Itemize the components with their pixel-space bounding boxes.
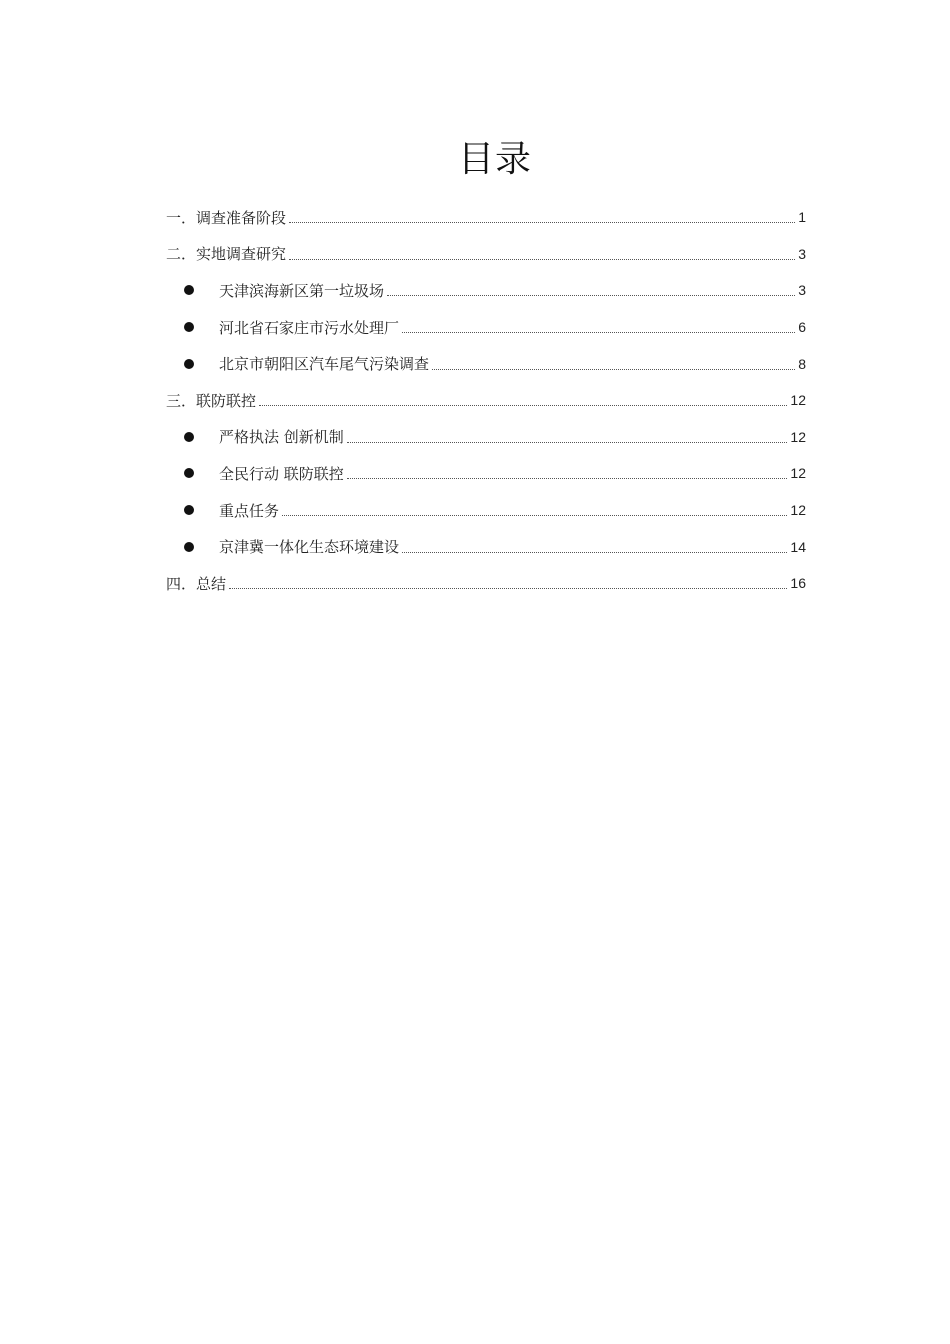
toc-entry-label: 调查准备阶段 (196, 208, 287, 227)
dot-leader (387, 294, 795, 296)
toc-entry-page: 12 (790, 465, 806, 482)
dot-leader (282, 514, 787, 516)
toc-entry-number: 四． (166, 574, 197, 593)
toc-entry-label: 全民行动 联防联控 (219, 464, 344, 483)
toc-entry[interactable] (166, 382, 806, 419)
toc-entry-page: 12 (790, 428, 806, 445)
dot-leader (347, 441, 788, 443)
dot-leader (289, 258, 795, 260)
toc-entry-label: 天津滨海新区第一垃圾场 (219, 281, 385, 300)
dot-leader (432, 368, 795, 370)
bullet-icon (184, 322, 194, 332)
toc-entry-page: 3 (798, 245, 806, 262)
toc-entry-label: 北京市朝阳区汽车尾气污染调查 (219, 355, 430, 374)
toc-title: 目录 (457, 139, 532, 180)
dot-leader (347, 477, 788, 479)
toc-entry[interactable] (166, 272, 806, 309)
toc-entry[interactable] (166, 199, 806, 236)
toc-entry[interactable] (166, 419, 806, 456)
toc-entry-label: 严格执法 创新机制 (219, 428, 344, 447)
dot-leader (229, 587, 787, 589)
toc-entry-number: 一． (166, 208, 197, 227)
bullet-icon (184, 468, 194, 478)
toc-entry-page: 16 (790, 575, 806, 592)
toc-entry-label: 京津冀一体化生态环境建设 (219, 538, 400, 557)
toc-entry-page: 12 (790, 392, 806, 409)
toc-entry-label: 重点任务 (219, 501, 280, 520)
dot-leader (289, 221, 795, 223)
bullet-icon (184, 542, 194, 552)
toc-entry-label: 联防联控 (196, 391, 257, 410)
toc-entry-page: 3 (798, 282, 806, 299)
toc-entry-page: 1 (798, 209, 806, 226)
toc-entry-page: 6 (798, 319, 806, 336)
toc-entry-page: 12 (790, 502, 806, 519)
bullet-icon (184, 432, 194, 442)
table-of-contents (166, 199, 806, 602)
toc-entry[interactable] (166, 565, 806, 602)
dot-leader (259, 404, 787, 406)
toc-entry-page: 14 (790, 538, 806, 555)
toc-entry-page: 8 (798, 355, 806, 372)
bullet-icon (184, 359, 194, 369)
toc-entry[interactable] (166, 345, 806, 382)
toc-entry[interactable] (166, 236, 806, 273)
toc-entry-label: 河北省石家庄市污水处理厂 (219, 318, 400, 337)
toc-entry-label: 总结 (196, 574, 227, 593)
toc-entry[interactable] (166, 492, 806, 529)
bullet-icon (184, 285, 194, 295)
toc-entry[interactable] (166, 309, 806, 346)
dot-leader (402, 331, 795, 333)
toc-entry-number: 三． (166, 391, 197, 410)
toc-entry-number: 二． (166, 245, 197, 264)
bullet-icon (184, 505, 194, 515)
toc-entry[interactable] (166, 455, 806, 492)
toc-entry-label: 实地调查研究 (196, 245, 287, 264)
dot-leader (402, 551, 787, 553)
toc-entry[interactable] (166, 528, 806, 565)
